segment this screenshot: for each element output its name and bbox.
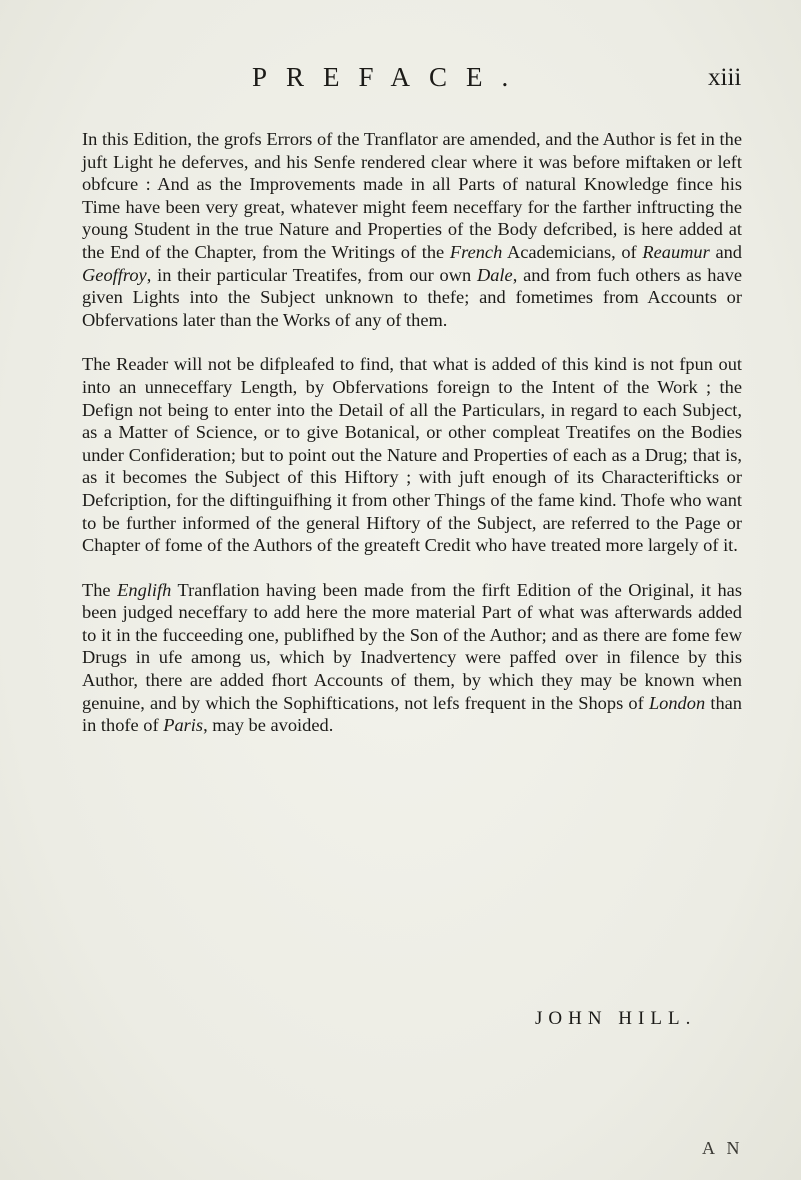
paragraph <box>64 353 742 556</box>
italic-text: London <box>648 692 706 713</box>
italic-text: Dale <box>476 264 513 285</box>
author-signature: JOHN HILL. <box>535 1008 697 1029</box>
text-run: , and from fuch others as have given Lights into the Subject unknown to thefe; and fometimes from Accounts or Obfervations later than the Works of any of them. <box>82 264 742 330</box>
italic-text: Reaumur <box>642 241 710 262</box>
text-run: Academicians, of <box>502 241 643 262</box>
italic-text: Geoffroy <box>82 264 147 285</box>
text-run: Tranflation having been made from the firft Edition of the Original, it has been judged neceffary to add here the more material Part of what was afterwards added to it in the fucceeding one, publifhed by the Son of the Author; and as there are fome few Drugs in ufe among us, which by Inadvertency were paffed over in filence by this Author, there are added fhort Accounts of them, by which they may be known when genuine, and by which the Sophiftications, not lefs frequent in the Shops of <box>82 579 742 713</box>
running-title: PREFACE. <box>252 62 528 92</box>
italic-text: Englifh <box>117 579 172 600</box>
text-run: , may be avoided. <box>203 715 334 736</box>
italic-text: Paris <box>163 715 204 736</box>
page-header <box>0 62 801 102</box>
paragraph <box>64 579 742 737</box>
text-run: In this Edition, the grofs Errors of the Tranflator are amended, and the Author is fet in the juft Light he deferves, and his Senfe rendered clear where it was before miftaken or left obfcure : And as the Improvements made in all Parts of natural Knowledge fince his Time have been very great, whatever might feem neceffary for the farther inftructing the young Student in the true Nature and Properties of the Body defcribed, is here added at the End of the Chapter, from the Writings of the <box>82 129 742 262</box>
page-number: xiii <box>708 64 742 91</box>
paragraph <box>64 128 742 331</box>
italic-text: French <box>449 241 503 262</box>
text-run: and <box>709 241 742 262</box>
text-run: The Reader will not be difpleafed to find, that what is added of this kind is not fpun out into an unneceffary Length, by Obfervations foreign to the Intent of the Work ; the Defign not being to enter into the Detail of all the Particulars, in regard to each Subject, as a Matter of Science, or to give Botanical, or other compleat Treatifes on the Bodies under Confideration; but to point out the Nature and Properties of each as a Drug; that is, as it becomes the Subject of this Hiftory ; with juft enough of its Characterifticks or Defcription, for the diftinguifhing it from other Things of the fame kind. Thofe who want to be further informed of the general Hiftory of the Subject, are referred to the Page or Chapter of fome of the Authors of the greateft Credit who have treated more largely of it. <box>82 354 742 556</box>
catchword: A N <box>702 1138 744 1158</box>
text-run: The <box>82 579 118 600</box>
text-run: , in their particular Treatifes, from our own <box>146 264 477 285</box>
text-run: than in thofe of <box>82 692 743 736</box>
preface-body <box>64 128 742 737</box>
